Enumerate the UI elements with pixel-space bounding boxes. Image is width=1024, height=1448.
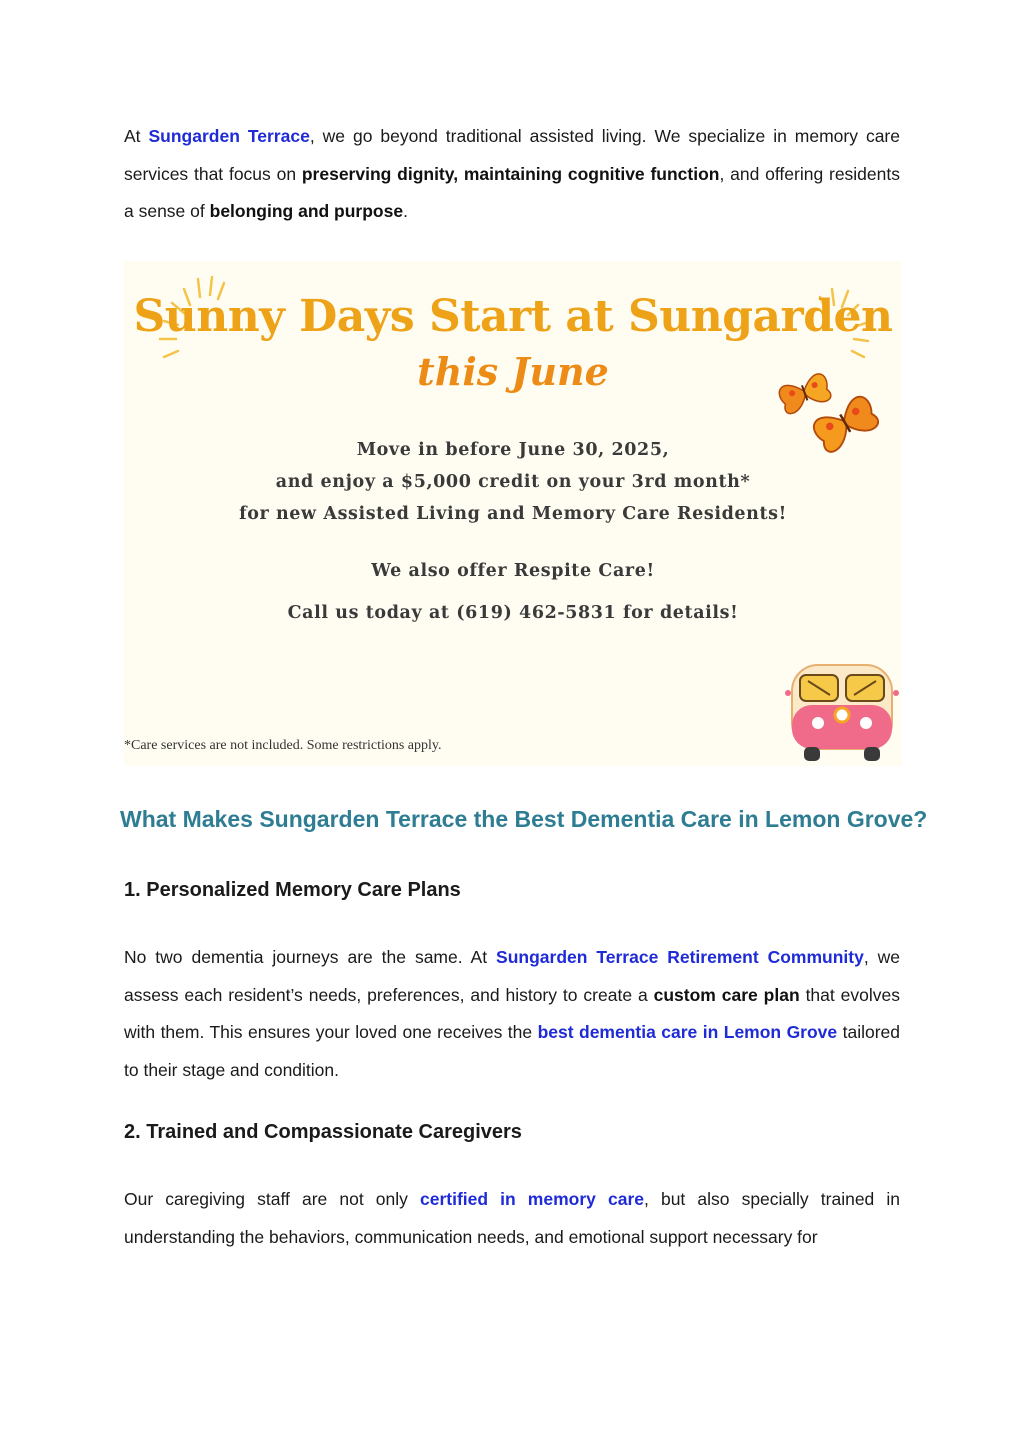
paragraph-text: No two dementia journeys are the same. At (124, 947, 497, 967)
intro-text: . (403, 201, 408, 222)
banner-disclaimer: *Care services are not included. Some restrictions apply. (124, 738, 442, 753)
banner-headline: Sunny Days Start at Sungarden (133, 291, 893, 342)
intro-bold-text: preserving dignity, maintaining cognitive function (301, 163, 720, 184)
paragraph-text: tailored to their stage and condition. (124, 1022, 901, 1081)
paragraph-text: Our caregiving staff are not only (124, 1189, 420, 1209)
intro-text: , we go beyond traditional assisted living. We specialize in memory care services that focus on (124, 126, 900, 184)
paragraph-text: , but also specially trained in understanding the behaviors, communication needs, and emotional support necessary for (124, 1189, 901, 1247)
banner-subline: this June (417, 349, 609, 394)
section-heading: What Makes Sungarden Terrace the Best Dementia Care in Lemon Grove? (120, 806, 928, 832)
paragraph-text: , we assess each resident’s needs, preferences, and history to create a (124, 947, 900, 1005)
best-dementia-care-link[interactable]: best dementia care in Lemon Grove (537, 1022, 838, 1043)
subheading-personalized-plans: 1. Personalized Memory Care Plans (124, 879, 461, 901)
intro-bold-text: belonging and purpose (209, 201, 404, 222)
intro-paragraph (124, 118, 900, 231)
call-to-action-line: Call us today at (619) 462-5831 for details! (287, 603, 739, 623)
intro-text: At (124, 126, 149, 146)
sungarden-terrace-link[interactable]: Sungarden Terrace (148, 126, 310, 146)
intro-text: , and offering residents a sense of (124, 163, 900, 222)
promo-banner (124, 261, 902, 766)
camper-van-icon (785, 665, 899, 761)
paragraph-bold-text: custom care plan (653, 984, 800, 1005)
paragraph-text: that evolves with them. This ensures your loved one receives the (124, 984, 900, 1043)
offer-line: and enjoy a $5,000 credit on your 3rd month* (275, 472, 751, 492)
personalized-plans-paragraph (124, 939, 900, 1090)
retirement-community-link[interactable]: Sungarden Terrace Retirement Community (496, 947, 864, 967)
offer-line: Move in before June 30, 2025, (356, 440, 670, 460)
respite-care-line: We also offer Respite Care! (371, 561, 655, 581)
certified-memory-care-link[interactable]: certified in memory care (419, 1189, 644, 1209)
subheading-trained-caregivers: 2. Trained and Compassionate Caregivers (124, 1121, 522, 1143)
trained-caregivers-paragraph (124, 1181, 900, 1256)
offer-line: for new Assisted Living and Memory Care Residents! (239, 504, 787, 524)
